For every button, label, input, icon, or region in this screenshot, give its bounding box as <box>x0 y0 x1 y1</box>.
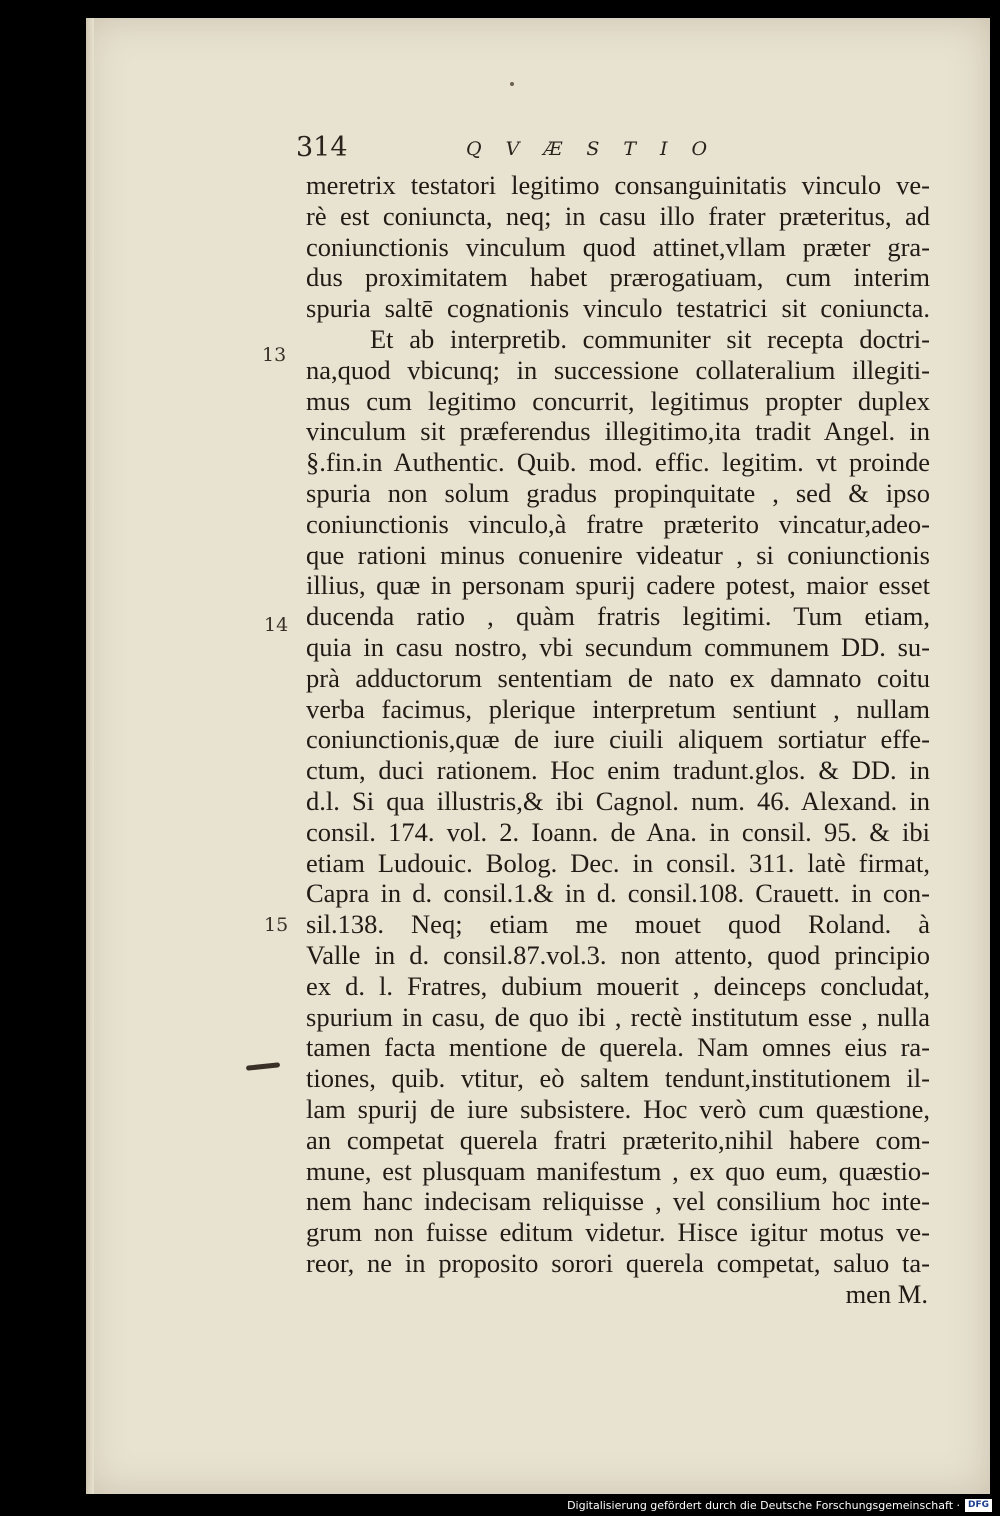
text-line: ctum, duci rationem. Hoc enim tradunt.glos. & DD. in <box>306 755 930 786</box>
text-line: reor, ne in proposito sorori querela competat, saluo ta- <box>306 1247 930 1278</box>
text-line: coniunctionis,quæ de iure ciuili aliquem sortiatur effe- <box>306 724 930 755</box>
body-text <box>306 170 930 1309</box>
running-head: QVÆSTIO <box>466 138 732 160</box>
text-line: ex d. l. Fratres, dubium mouerit , deinceps concludat, <box>306 970 930 1001</box>
text-line: coniunctionis vinculo,à fratre præterito vincatur,adeo- <box>306 508 930 539</box>
text-line: dus proximitatem habet prærogatiuam, cum interim <box>306 262 930 293</box>
margin-note-15: 15 <box>264 914 289 936</box>
paper-speck <box>510 82 514 86</box>
text-line: Et ab interpretib. communiter sit recepta doctri- <box>370 323 930 354</box>
text-line: que rationi minus conuenire videatur , si coniunctionis <box>306 539 930 570</box>
text-line: Capra in d. consil.1.& in d. consil.108. Crauett. in con- <box>306 878 930 909</box>
text-line: grum non fuisse editum videtur. Hisce igitur motus ve- <box>306 1217 930 1248</box>
text-line: sil.138. Neq; etiam me mouet quod Roland. à <box>306 909 930 940</box>
text-line: §.fin.in Authentic. Quib. mod. effic. legitim. vt proinde <box>306 447 930 478</box>
text-line: verba facimus, plerique interpretum sentiunt , nullam <box>306 693 930 724</box>
text-line: quia in casu nostro, vbi secundum communem DD. su- <box>306 631 930 662</box>
margin-note-13: 13 <box>262 344 287 366</box>
catchword: men M. <box>845 1278 928 1309</box>
text-line: meretrix testatori legitimo consanguinitatis vinculo ve- <box>306 170 930 200</box>
digitization-footer <box>0 1496 1000 1516</box>
text-line: na,quod vbicunq; in successione collateralium illegiti- <box>306 354 930 385</box>
text-line: etiam Ludouic. Bolog. Dec. in consil. 311. latè firmat, <box>306 847 930 878</box>
text-line: Valle in d. consil.87.vol.3. non attento, quod principio <box>306 939 930 970</box>
text-line: vinculum sit præferendus illegitimo,ita tradit Angel. in <box>306 416 930 447</box>
text-line: d.l. Si qua illustris,& ibi Cagnol. num. 46. Alexand. in <box>306 785 930 816</box>
text-line: prà adductorum sententiam de nato ex damnato coitu <box>306 662 930 693</box>
text-line: coniunctionis vinculum quod attinet,vllam præter gra- <box>306 231 930 262</box>
funding-credit: Digitalisierung gefördert durch die Deutsche Forschungsgemeinschaft · <box>567 1499 960 1512</box>
text-line: rè est coniuncta, neq; in casu illo frater præteritus, ad <box>306 200 930 231</box>
text-line: mus cum legitimo concurrit, legitimus propter duplex <box>306 385 930 416</box>
text-line: tiones, quib. vtitur, eò saltem tendunt,institutionem il- <box>306 1063 930 1094</box>
text-line: lam spurij de iure subsistere. Hoc verò cum quæstione, <box>306 1093 930 1124</box>
text-line: spuria non solum gradus propinquitate , sed & ipso <box>306 477 930 508</box>
text-line: mune, est plusquam manifestum , ex quo eum, quæstio- <box>306 1155 930 1186</box>
text-line: an competat querela fratri præterito,nihil habere com- <box>306 1124 930 1155</box>
margin-note-14: 14 <box>264 614 289 636</box>
text-line: ducenda ratio , quàm fratris legitimi. Tum etiam, <box>306 601 930 632</box>
text-line: nem hanc indecisam reliquisse , vel consilium hoc inte- <box>306 1186 930 1217</box>
text-line: illius, quæ in personam spurij cadere potest, maior esset <box>306 570 930 601</box>
page-gutter-edge <box>86 18 94 1494</box>
text-line: tamen facta mentione de querela. Nam omnes eius ra- <box>306 1032 930 1063</box>
text-line: spuria saltē cognationis vinculo testatrici sit coniuncta. <box>306 293 930 324</box>
dfg-logo: DFG <box>965 1499 992 1512</box>
text-line: consil. 174. vol. 2. Ioann. de Ana. in consil. 95. & ibi <box>306 816 930 847</box>
page-number: 314 <box>296 132 348 163</box>
text-line: spurium in casu, de quo ibi , rectè institutum esse , nulla <box>306 1001 930 1032</box>
page-header <box>296 132 756 166</box>
